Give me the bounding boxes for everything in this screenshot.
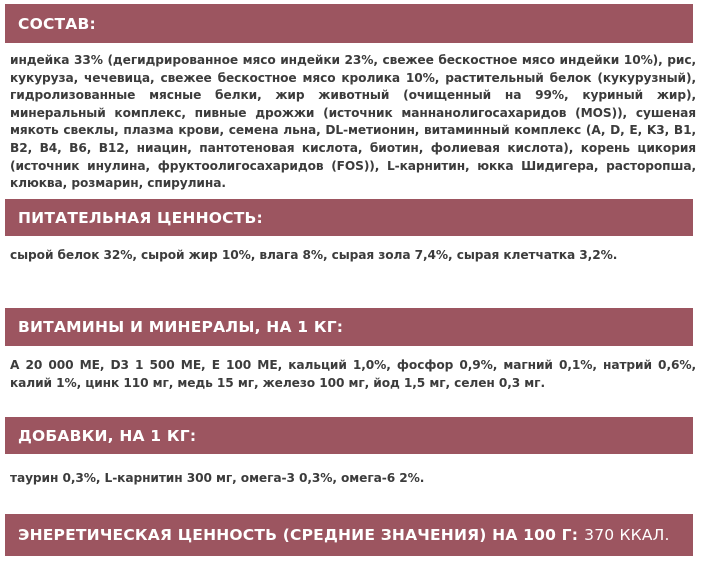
additives-title: ДОБАВКИ, НА 1 КГ: — [18, 426, 197, 445]
composition-title: СОСТАВ: — [18, 14, 96, 33]
vitamins-title: ВИТАМИНЫ И МИНЕРАЛЫ, НА 1 КГ: — [18, 318, 344, 336]
nutrition-header — [5, 199, 693, 236]
vitamins-header — [5, 308, 693, 346]
vitamins-text: А 20 000 МЕ, D3 1 500 МЕ, Е 100 МЕ, кальций 1,0%, фосфор 0,9%, магний 0,1%, натрий 0,6%, калий 1%, цинк 110 мг, медь 15 мг, железо 100 мг, йод 1,5 мг, селен 0,3 мг. — [10, 358, 696, 390]
nutrition-title: ПИТАТЕЛЬНАЯ ЦЕННОСТЬ: — [18, 208, 263, 227]
composition-text: индейка 33% (дегидрированное мясо индейки 23%, свежее бескостное мясо индейки 10%), рис, кукуруза, чечевица, свежее бескостное мясо кролика 10%, растительный белок (кукурузный), гидролизованные мясные белки, жир животный (очищенный на 99%, куриный жир), минеральный комплекс, пивные дрожжи (источник маннанолигосахаридов (MOS)), сушеная мякоть свеклы, плазма крови, семена льна, DL-метионин, витаминный комплекс (A, D, E, K3, B1, B2, B4, B6, B12, ниацин, пантотеновая кислота, биотин, фолиевая кислота), корень цикория (источник инулина, фруктоолигосахаридов (FOS)), L-карнитин, юкка Шидигера, расторопша, клюква, розмарин, спирулина. — [10, 53, 696, 191]
energy-value: 370 ККАЛ. — [584, 526, 670, 544]
composition-header — [5, 4, 693, 43]
additives-header — [5, 417, 693, 454]
energy-title: ЭНЕРЕТИЧЕСКАЯ ЦЕННОСТЬ (СРЕДНИЕ ЗНАЧЕНИЯ) НА 100 Г: — [18, 526, 579, 544]
nutrition-text: сырой белок 32%, сырой жир 10%, влага 8%, сырая зола 7,4%, сырая клетчатка 3,2%. — [10, 248, 618, 262]
energy-header — [5, 514, 693, 556]
additives-text: таурин 0,3%, L-карнитин 300 мг, омега-3 0,3%, омега-6 2%. — [10, 471, 425, 485]
